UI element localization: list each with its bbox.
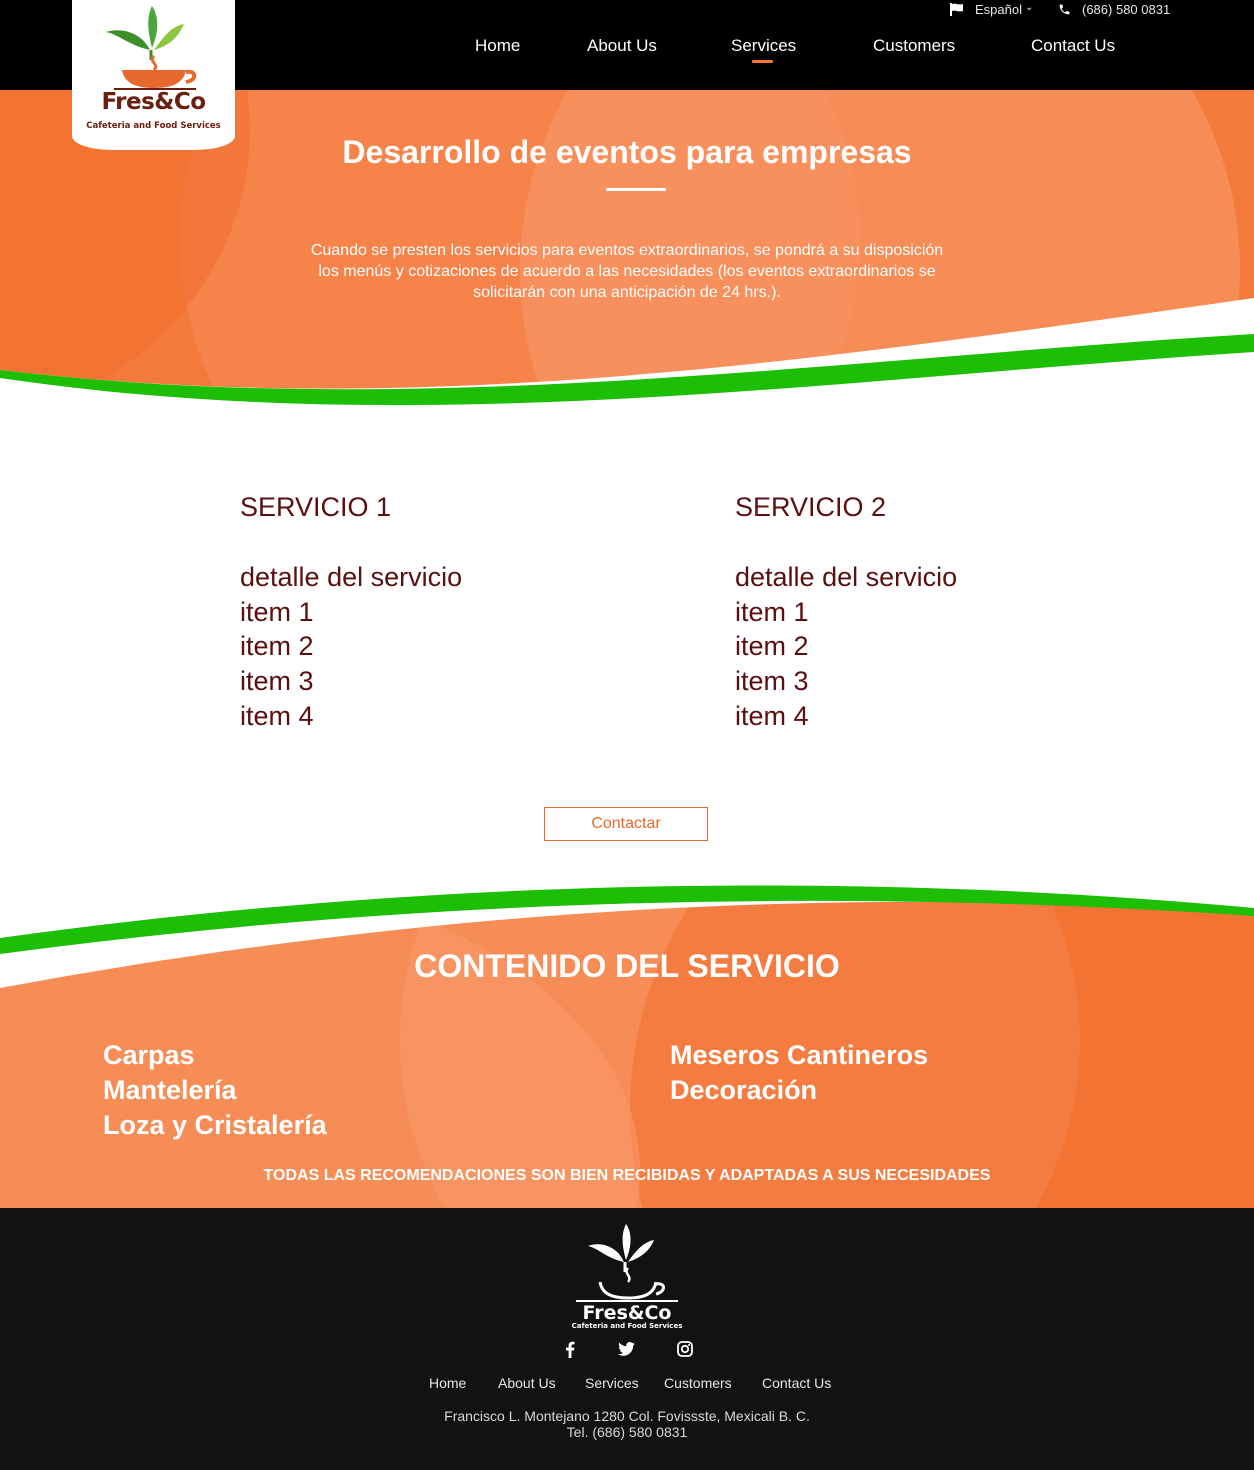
title-divider bbox=[606, 188, 666, 191]
service-item: item 2 bbox=[735, 631, 809, 662]
service-detail: detalle del servicio bbox=[735, 562, 958, 592]
brand-name: Fres&Co bbox=[101, 89, 206, 115]
footer-nav-services[interactable]: Services bbox=[585, 1375, 639, 1391]
service-item: item 2 bbox=[240, 631, 314, 662]
footer-address: Francisco L. Montejano 1280 Col. Fovissste, Mexicali B. C. bbox=[444, 1408, 810, 1424]
content-list-right bbox=[670, 1038, 928, 1108]
footer-phone: Tel. (686) 580 0831 bbox=[566, 1424, 688, 1440]
nav-home[interactable]: Home bbox=[475, 36, 521, 55]
header-phone[interactable] bbox=[1058, 0, 1170, 18]
page-title: Desarrollo de eventos para empresas bbox=[342, 134, 912, 170]
active-nav-indicator bbox=[752, 60, 773, 63]
service-content-section bbox=[0, 870, 1254, 1208]
content-item: Carpas bbox=[103, 1040, 195, 1070]
service-item: item 1 bbox=[735, 596, 809, 627]
brand-tagline: Cafeteria and Food Services bbox=[86, 121, 221, 131]
language-label: Español bbox=[975, 1, 1022, 17]
cup-plant-icon bbox=[574, 1222, 680, 1302]
service-title: SERVICIO 2 bbox=[735, 492, 887, 522]
chevron-down-icon: ⌄ bbox=[1024, 1, 1034, 13]
service-item: item 4 bbox=[240, 700, 314, 731]
footer-brand-name: Fres&Co bbox=[582, 1302, 672, 1324]
facebook-icon[interactable] bbox=[560, 1339, 580, 1359]
language-selector[interactable] bbox=[950, 0, 1033, 18]
content-list-left bbox=[103, 1038, 327, 1143]
content-item: Loza y Cristalería bbox=[103, 1110, 327, 1140]
footer-nav-contact-us[interactable]: Contact Us bbox=[762, 1375, 832, 1391]
logo[interactable] bbox=[72, 0, 235, 150]
content-item: Decoración bbox=[670, 1075, 818, 1105]
service-item: item 4 bbox=[735, 700, 809, 731]
nav-customers[interactable]: Customers bbox=[873, 36, 956, 55]
content-item: Meseros Cantineros bbox=[670, 1040, 929, 1070]
nav-services[interactable]: Services bbox=[731, 36, 797, 55]
footer-logo[interactable] bbox=[552, 1222, 702, 1334]
nav-about-us[interactable]: About Us bbox=[587, 36, 657, 55]
cup-plant-icon bbox=[100, 4, 210, 90]
flag-icon bbox=[950, 3, 964, 16]
footer-address-block bbox=[0, 1408, 1254, 1440]
footer-nav-customers[interactable]: Customers bbox=[664, 1375, 732, 1391]
footer-nav-home[interactable]: Home bbox=[429, 1375, 467, 1391]
recommendations-note: TODAS LAS RECOMENDACIONES SON BIEN RECIBIDAS Y ADAPTADAS A SUS NECESIDADES bbox=[263, 1167, 991, 1184]
service-item: item 3 bbox=[240, 666, 314, 697]
contact-button[interactable]: Contactar bbox=[544, 807, 708, 841]
service-item: item 1 bbox=[240, 596, 314, 627]
service-1 bbox=[240, 490, 462, 734]
hero-description: Cuando se presten los servicios para eventos extraordinarios, se pondrá a su disposición los menús y cotizaciones de acuerdo a las necesidades (los eventos extraordinarios se solicitarán con una anticipación de 24 hrs.). bbox=[310, 242, 944, 301]
service-detail: detalle del servicio bbox=[240, 562, 463, 592]
phone-number: (686) 580 0831 bbox=[1082, 1, 1171, 17]
footer-brand-tagline: Cafeteria and Food Services bbox=[571, 1322, 683, 1330]
content-title: CONTENIDO DEL SERVICIO bbox=[414, 948, 840, 984]
phone-icon bbox=[1058, 3, 1071, 16]
nav-contact-us[interactable]: Contact Us bbox=[1031, 36, 1116, 55]
content-item: Mantelería bbox=[103, 1075, 237, 1105]
footer-nav-about-us[interactable]: About Us bbox=[498, 1375, 556, 1391]
service-title: SERVICIO 1 bbox=[240, 492, 392, 522]
twitter-icon[interactable] bbox=[616, 1339, 636, 1359]
instagram-icon[interactable] bbox=[675, 1339, 695, 1359]
service-item: item 3 bbox=[735, 666, 809, 697]
footer bbox=[0, 1208, 1254, 1470]
service-2 bbox=[735, 490, 957, 734]
